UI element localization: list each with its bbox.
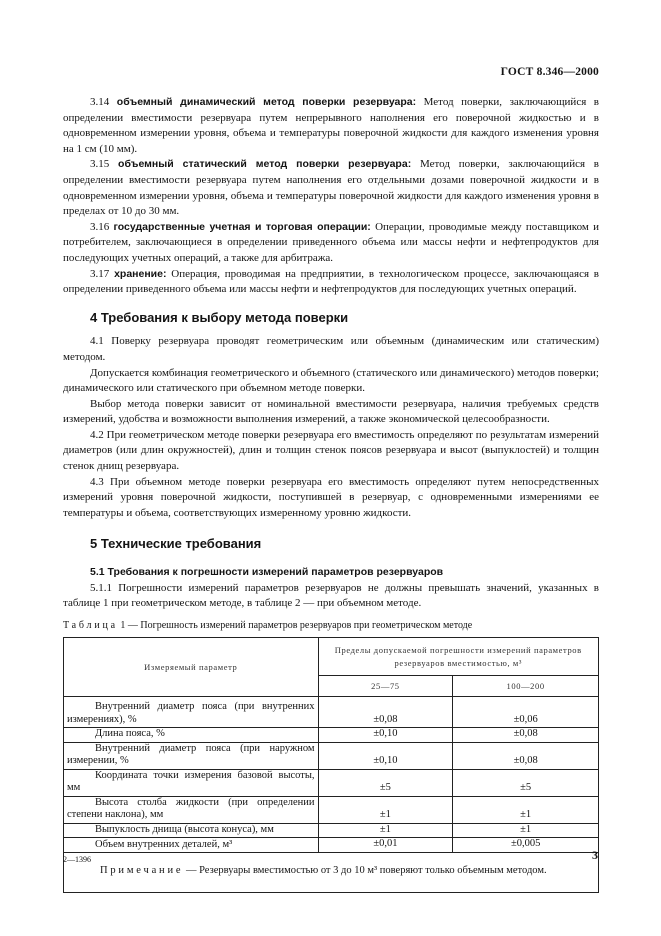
table-note: Примечание — Резервуары вместимостью от 3 до 10 м³ поверяют только объемным методом.: [64, 853, 599, 893]
header-capacity-25-75: 25—75: [318, 676, 453, 697]
table-row: Внутренний диаметр пояса (при наружном измерении, % ±0,10 ±0,08: [64, 742, 599, 769]
table-1: [63, 637, 599, 893]
term: объемный динамический метод поверки резервуара:: [116, 96, 417, 108]
section-4-title: 4 Требования к выбору метода поверки: [90, 309, 349, 325]
table-row: Высота столба жидкости (при определении степени наклона), мм ±1 ±1: [64, 796, 599, 823]
content-area: [63, 95, 599, 893]
page-number: 3: [592, 848, 598, 862]
definition-3-14: 3.14 объемный динамический метод поверки резервуара: Метод поверки, заключающийся в определении вместимости резервуара путем непрерывного наполнения его поверочной жидкостью и в одновременном измерении уровня, объема и температуры поверочной жидкости для каждого изменения уровня на 1 см (10 мм).: [63, 96, 599, 155]
standard-number: ГОСТ 8.346—2000: [500, 66, 599, 78]
paragraph: Выбор метода поверки зависит от номинальной вместимости резервуара, наличия требуемых средств измерений, удобства и возможности выполнения измерений, а также экономической целесообразности.: [63, 397, 599, 426]
section-5-title: 5 Технические требования: [90, 536, 262, 552]
paragraph: Допускается комбинация геометрического и объемного (статического или динамического) методов поверки; динамического или статического при объемном методе поверки.: [63, 366, 599, 395]
term: объемный статический метод поверки резервуара:: [118, 158, 412, 171]
header-capacity-100-200: 100—200: [453, 676, 599, 697]
subsection-5-1-title: 5.1 Требования к погрешности измерений параметров резервуаров: [90, 566, 444, 579]
table-row: Внутренний диаметр пояса (при внутренних измерениях), % ±0,08 ±0,06: [64, 697, 599, 728]
header-limits: Пределы допускаемой погрешности измерений параметров резервуаров вместимостью, м³: [318, 638, 598, 676]
term: хранение:: [114, 267, 167, 280]
paragraph-5-1-1: 5.1.1 Погрешности измерений параметров резервуаров не должны превышать значений, указанных в таблице 1 при геометрическом методе, в таблице 2 — при объемном методе.: [63, 581, 599, 610]
paragraph-4-3: 4.3 При объемном методе поверки резервуара его вместимость определяют путем непосредственных измерений уровня поверочной жидкости, поступившей в резервуар, с одновременными измерениями ее температуры и объема, соответствующих измеренному уровню жидкости.: [63, 475, 599, 519]
term: государственные учетная и торговая операции:: [113, 220, 371, 233]
paragraph-4-2: 4.2 При геометрическом методе поверки резервуара его вместимость определяют по результатам измерений диаметров (или длин окружностей), длин и толщин стенок поясов резервуара и высот (выпуклостей) и толщин стенок днищ резервуара.: [63, 428, 599, 473]
table-row: Длина пояса, % ±0,10 ±0,08: [64, 728, 599, 743]
table-row: Объем внутренних деталей, м³ ±0,01 ±0,005: [64, 838, 599, 853]
table-row: Выпуклость днища (высота конуса), мм ±1 ±1: [64, 823, 599, 838]
definition-3-16: 3.16 государственные учетная и торговая операции: Операции, проводимые между поставщиком и потребителем, заключающиеся в определении приведенного объема или массы нефти и нефтепродуктов для последующих учетных операций, а также для арбитража.: [63, 220, 599, 264]
table-caption: Таблица 1 — Погрешность измерений параметров резервуаров при геометрическом методе: [63, 619, 473, 631]
paragraph-4-1: 4.1 Поверку резервуара проводят геометрическим или объемным (динамическим или статическим) методом.: [63, 335, 599, 363]
table-row: Координата точки измерения базовой высоты, мм ±5 ±5: [64, 769, 599, 796]
printer-folio: 2—1396: [63, 855, 91, 864]
header-parameter: Измеряемый параметр: [64, 638, 319, 697]
definition-3-17: 3.17 хранение: Операция, проводимая на предприятии, в технологическом процессе, заключающаяся в определении приведенного объема или массы нефти и нефтепродуктов для последующих учетных операций.: [63, 267, 600, 296]
definition-3-15: 3.15 объемный статический метод поверки резервуара: Метод поверки, заключающийся в определении вместимости резервуара путем наполнения его отдельными дозами поверочной жидкости и в одновременном измерении уровня, объема и температуры поверочной жидкости для каждого изменения уровня в пределах от 10 до 30 мм.: [63, 158, 599, 218]
